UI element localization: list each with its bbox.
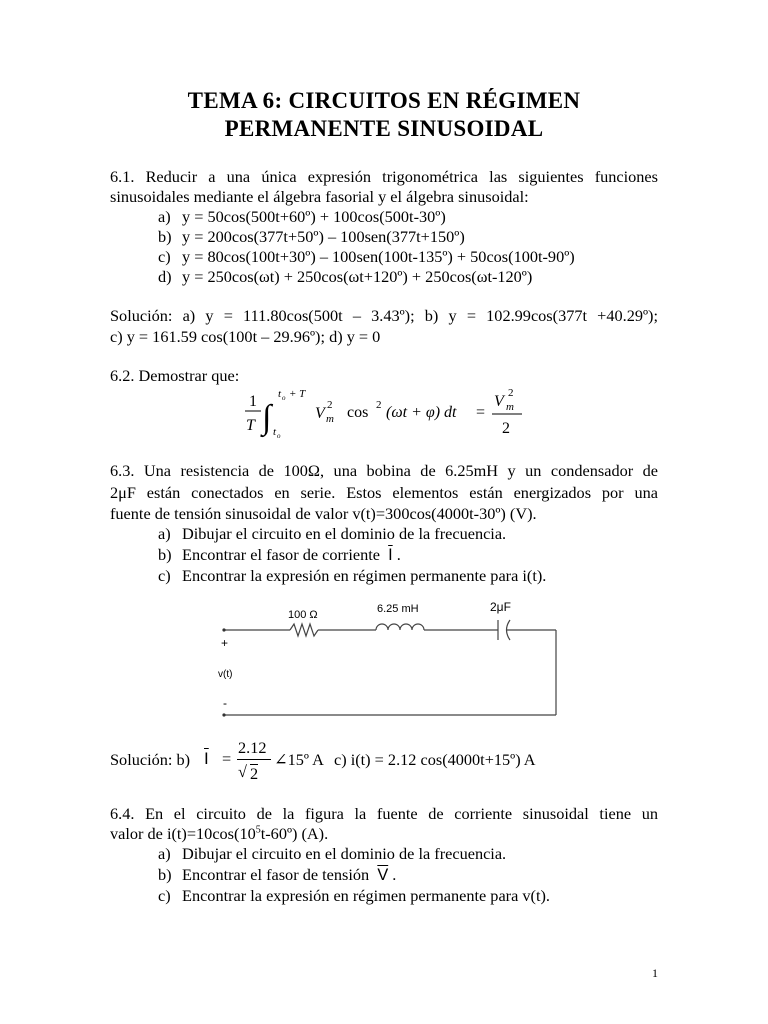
p62-integral-equation bbox=[235, 380, 535, 440]
p61-line-1: 6.1. Reducir a una única expresión trigonométrica las siguientes funciones bbox=[110, 167, 658, 186]
resistor-symbol bbox=[290, 624, 318, 636]
p63-line-1: 6.3. Una resistencia de 100Ω, una bobina de 6.25mH y un condensador de bbox=[110, 461, 658, 480]
eq-Vm-sub: m bbox=[326, 413, 334, 425]
terminal-bottom bbox=[222, 713, 225, 716]
capacitor-label: 2μF bbox=[490, 600, 511, 614]
inductor-symbol bbox=[376, 624, 424, 630]
eq-cos-sup: 2 bbox=[376, 399, 382, 411]
p64-item-c: c) Encontrar la expresión en régimen permanente para v(t). bbox=[158, 886, 550, 905]
p61-item-d: d) y = 250cos(ωt) + 250cos(ωt+120º) + 250cos(ωt-120º) bbox=[158, 267, 533, 286]
solution-phasor-I: $\overline{I}$ bbox=[204, 749, 209, 768]
p64-line-2: valor de $i(t)=10\cos(10^5t-60º)$ (A). bbox=[110, 824, 329, 843]
eq-rhs-den: 2 bbox=[502, 420, 510, 437]
inductor-label: 6.25 mH bbox=[377, 603, 419, 615]
eq-integral-sign: ∫ bbox=[262, 399, 272, 436]
eq-cos: cos bbox=[347, 404, 369, 421]
eq-Vm-sup: 2 bbox=[327, 399, 333, 411]
p63-line-2: 2μF están conectados en serie. Estos elementos están energizados por una bbox=[110, 483, 658, 502]
p63-item-b: b) Encontrar el fasor de corriente $\overline{I}$ . bbox=[158, 545, 401, 564]
solution-equals: = bbox=[222, 749, 232, 768]
solution-prefix: Solución: b) bbox=[110, 750, 191, 769]
page-number: 1 bbox=[652, 966, 658, 980]
eq-arg: (ωt + φ) dt bbox=[386, 404, 457, 421]
p61-item-c: c) y = 80cos(100t+30º) – 100sen(100t-135º) + 50cos(100t-90º) bbox=[158, 247, 575, 266]
p61-solution-line-2: c) y = 161.59 cos(100t – 29.96º); d) y = 0 bbox=[110, 327, 381, 346]
p63-solution bbox=[110, 738, 610, 790]
p64-item-b: b) Encontrar el fasor de tensión $\overline{V}$ . bbox=[158, 865, 397, 884]
p64-line-1: 6.4. En el circuito de la figura la fuente de corriente sinusoidal tiene un bbox=[110, 804, 658, 823]
phasor-I: $\overline{I}$ bbox=[388, 546, 393, 564]
eq-equals: = bbox=[476, 404, 486, 421]
plus-sign: + bbox=[221, 636, 229, 650]
p63-line-3: fuente de tensión sinusoidal de valor v(t)=300cos(4000t-30º) (V). bbox=[110, 504, 537, 523]
p63-item-c: c) Encontrar la expresión en régimen permanente para i(t). bbox=[158, 566, 547, 585]
solution-angle: ∠15º A bbox=[274, 750, 324, 769]
solution-fraction-bar bbox=[237, 759, 271, 760]
eq-lower-sub: o bbox=[277, 432, 281, 440]
phasor-V: $\overline{V}$ bbox=[377, 866, 389, 884]
eq-Vm: V bbox=[315, 405, 325, 422]
title-line-1: TEMA 6: CIRCUITOS EN RÉGIMEN bbox=[187, 88, 581, 113]
p64-item-a: a) Dibujar el circuito en el dominio de la frecuencia. bbox=[158, 844, 507, 863]
eq-one: 1 bbox=[249, 393, 257, 410]
series-rlc-circuit bbox=[210, 596, 570, 722]
solution-sqrt-sign: √ bbox=[238, 762, 247, 781]
eq-T: T bbox=[246, 417, 255, 434]
p61-item-b: b) y = 200cos(377t+50º) – 100sen(377t+150º) bbox=[158, 227, 465, 246]
eq-upper-rest: + T bbox=[289, 388, 306, 400]
eq-rhs-V: V bbox=[494, 393, 504, 410]
p61-solution-line-1: Solución: a) y = 111.80cos(500t – 3.43º); b) y = 102.99cos(377t +40.29º); bbox=[110, 306, 658, 325]
solution-num: 2.12 bbox=[238, 738, 267, 757]
p61-item-a: a) y = 50cos(500t+60º) + 100cos(500t-30º) bbox=[158, 207, 446, 226]
eq-rhs-sup: 2 bbox=[508, 387, 514, 399]
eq-lower-t: t bbox=[273, 426, 277, 438]
terminal-top bbox=[222, 628, 225, 631]
eq-upper-t: t bbox=[278, 388, 282, 400]
solution-c-part: c) i(t) = 2.12 cos(4000t+15º) A bbox=[334, 750, 536, 769]
p63-item-a: a) Dibujar el circuito en el dominio de la frecuencia. bbox=[158, 524, 507, 543]
resistor-label: 100 Ω bbox=[288, 609, 318, 621]
source-label: v(t) bbox=[218, 669, 233, 680]
eq-upper-sub: o bbox=[282, 394, 286, 402]
p62-intro: 6.2. Demostrar que: bbox=[110, 366, 240, 385]
eq-rhs-sub: m bbox=[506, 401, 514, 413]
solution-den: 2 bbox=[250, 764, 259, 783]
p61-line-2: sinusoidales mediante el álgebra fasorial y el álgebra sinusoidal: bbox=[110, 187, 529, 206]
title-line-2: PERMANENTE SINUSOIDAL bbox=[224, 116, 544, 141]
minus-sign: - bbox=[223, 696, 227, 710]
